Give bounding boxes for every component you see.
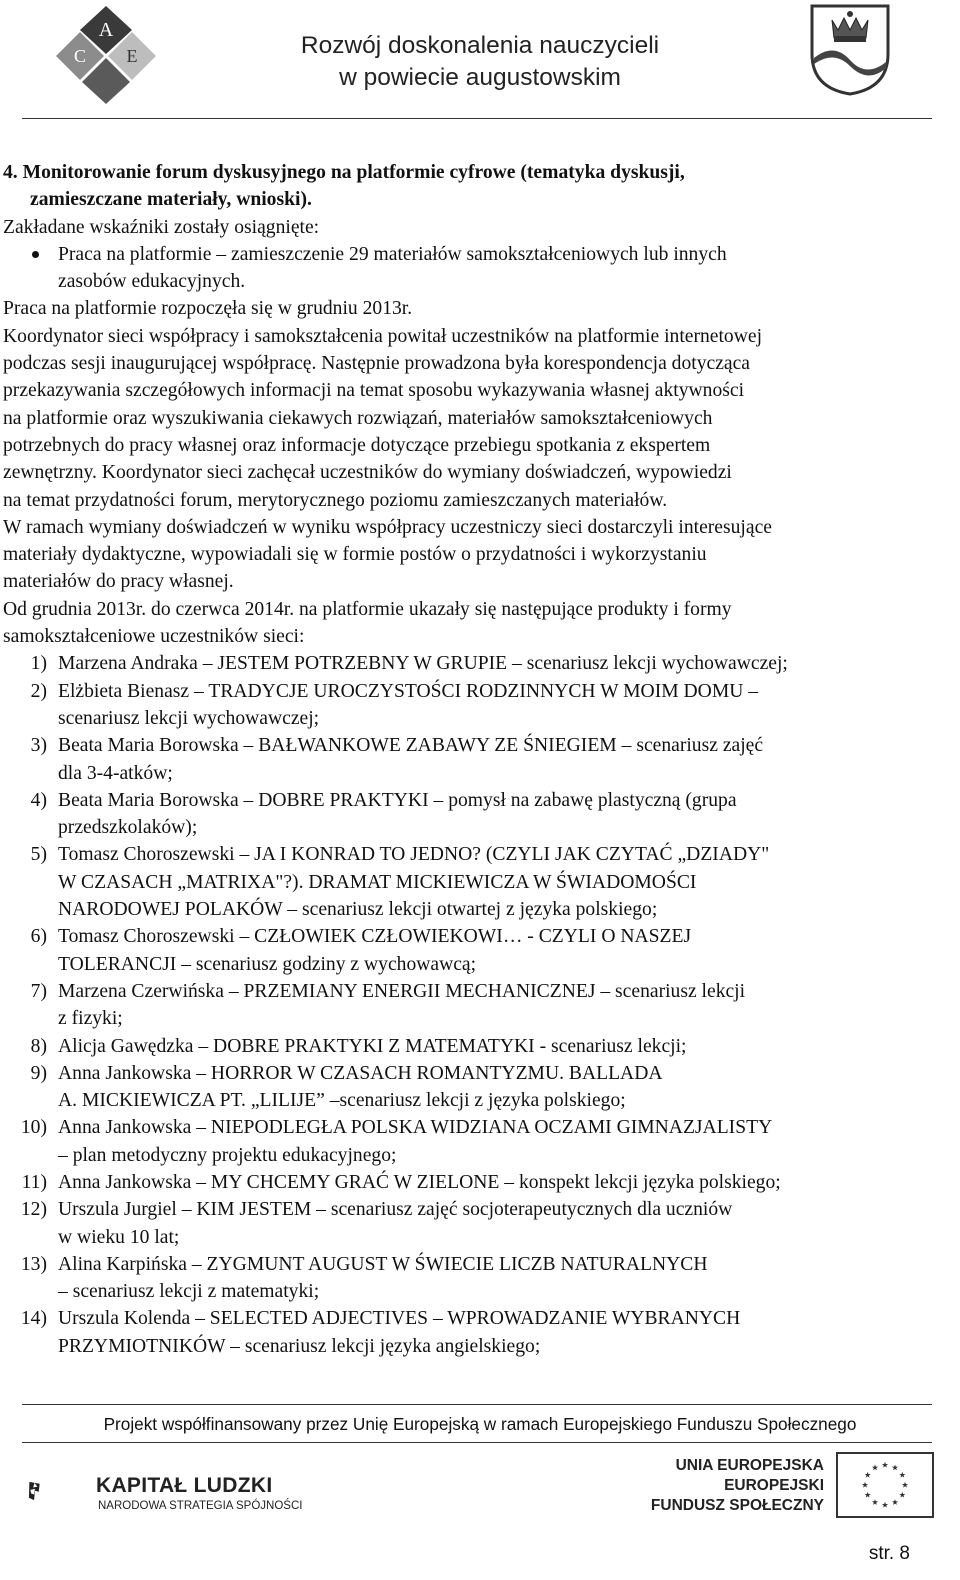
product-number: 1) bbox=[30, 653, 47, 675]
indicator-item bbox=[3, 241, 953, 296]
product-number: 9) bbox=[30, 1062, 47, 1084]
document-body bbox=[3, 159, 953, 1360]
product-text-line: dla 3-4-atków; bbox=[58, 762, 173, 784]
product-text-line: Urszula Jurgiel – KIM JESTEM – scenariusz zajęć socjoterapeutycznych dla uczniów bbox=[58, 1199, 733, 1221]
paragraph-line: materiałów do pracy własnej. bbox=[3, 571, 234, 593]
product-item bbox=[3, 1060, 953, 1115]
product-text-line: Anna Jankowska – HORROR W CZASACH ROMANTYZMU. BALLADA bbox=[58, 1062, 663, 1084]
eu-line2: EUROPEJSKI bbox=[724, 1477, 824, 1494]
product-item bbox=[3, 978, 953, 1033]
logo-letter-a: A bbox=[98, 19, 114, 41]
product-item bbox=[3, 1196, 953, 1251]
product-item bbox=[3, 650, 953, 677]
product-number: 7) bbox=[30, 980, 47, 1002]
footer-divider-top bbox=[22, 1404, 932, 1405]
product-text-line: scenariusz lekcji wychowawczej; bbox=[58, 707, 320, 729]
product-item bbox=[3, 1251, 953, 1306]
product-item bbox=[3, 787, 953, 842]
product-text-line: przedszkolaków); bbox=[58, 817, 198, 839]
indicator-list bbox=[3, 241, 953, 296]
section-heading-line1: 4. Monitorowanie forum dyskusyjnego na platformie cyfrowe (tematyka dyskusji, bbox=[3, 162, 685, 183]
product-number: 3) bbox=[30, 735, 47, 757]
product-text-line: Beata Maria Borowska – BAŁWANKOWE ZABAWY ZE ŚNIEGIEM – scenariusz zajęć bbox=[58, 735, 764, 757]
paragraph-line: Praca na platformie rozpoczęła się w grudniu 2013r. bbox=[3, 298, 413, 320]
eu-fund-label bbox=[630, 1456, 824, 1516]
product-text-line: – plan metodyczny projektu edukacyjnego; bbox=[58, 1144, 397, 1166]
product-text-line: w wieku 10 lat; bbox=[58, 1226, 180, 1248]
paragraph-line: materiały dydaktyczne, wypowiadali się w formie postów o przydatności i wykorzystaniu bbox=[3, 544, 707, 566]
indicators-intro: Zakładane wskaźniki zostały osiągnięte: bbox=[3, 216, 320, 238]
header-title-line1: Rozwój doskonalenia nauczycieli bbox=[300, 32, 660, 59]
product-text-line: Alina Karpińska – ZYGMUNT AUGUST W ŚWIECIE LICZB NATURALNYCH bbox=[58, 1253, 708, 1275]
header-divider bbox=[22, 118, 932, 119]
product-item bbox=[3, 923, 953, 978]
county-crest-icon bbox=[808, 2, 892, 96]
header-title bbox=[220, 30, 740, 94]
eu-line3: FUNDUSZ SPOŁECZNY bbox=[650, 1497, 824, 1514]
product-text-line: Marzena Czerwińska – PRZEMIANY ENERGII MECHANICZNEJ – scenariusz lekcji bbox=[58, 980, 746, 1002]
product-item bbox=[3, 841, 953, 923]
paragraph-line: Koordynator sieci współpracy i samokształcenia powitał uczestników na platformie internetowej bbox=[3, 325, 763, 347]
product-text-line: – scenariusz lekcji z matematyki; bbox=[58, 1281, 320, 1303]
product-text-line: TOLERANCJI – scenariusz godziny z wychowawcą; bbox=[58, 953, 477, 975]
product-text-line: Tomasz Choroszewski – CZŁOWIEK CZŁOWIEKOWI… - CZYLI O NASZEJ bbox=[58, 926, 692, 948]
product-text-line: PRZYMIOTNIKÓW – scenariusz lekcji języka angielskiego; bbox=[58, 1335, 541, 1357]
product-text-line: NARODOWEJ POLAKÓW – scenariusz lekcji otwartej z języka polskiego; bbox=[58, 899, 658, 921]
product-text-line: Beata Maria Borowska – DOBRE PRAKTYKI – pomysł na zabawę plastyczną (grupa bbox=[58, 789, 737, 811]
product-item bbox=[3, 1169, 953, 1196]
product-number: 6) bbox=[30, 926, 47, 948]
paragraph-line: na platformie oraz wyszukiwania ciekawych rozwiązań, materiałów samokształceniowych bbox=[3, 407, 713, 429]
kapital-ludzki-name: KAPITAŁ LUDZKI bbox=[96, 1474, 273, 1497]
indicator-line: Praca na platformie – zamieszczenie 29 materiałów samokształceniowych lub innych bbox=[58, 243, 727, 265]
paragraph-line: na temat przydatności forum, merytorycznego poziomu zamieszczanych materiałów. bbox=[3, 489, 668, 511]
product-item bbox=[3, 1114, 953, 1169]
product-number: 13) bbox=[20, 1253, 47, 1275]
products-list bbox=[3, 650, 953, 1360]
logo-letter-c: C bbox=[73, 46, 87, 66]
logo-letter-e: E bbox=[126, 46, 138, 66]
page-number: str. 8 bbox=[868, 1543, 910, 1564]
paragraph-line: Od grudnia 2013r. do czerwca 2014r. na platformie ukazały się następujące produkty i formy bbox=[3, 598, 732, 620]
product-number: 2) bbox=[30, 680, 47, 702]
ace-logo bbox=[52, 2, 160, 106]
product-text-line: z fizyki; bbox=[58, 1008, 123, 1030]
product-item bbox=[3, 1305, 953, 1360]
paragraph-line: W ramach wymiany doświadczeń w wyniku współpracy uczestniczy sieci dostarczyli interesujące bbox=[3, 516, 772, 538]
product-text-line: A. MICKIEWICZA PT. „LILIJE” –scenariusz lekcji z języka polskiego; bbox=[58, 1090, 626, 1112]
product-number: 4) bbox=[30, 789, 47, 811]
funding-statement: Projekt współfinansowany przez Unię Europejską w ramach Europejskiego Funduszu Społecznego bbox=[103, 1414, 857, 1434]
product-item bbox=[3, 678, 953, 733]
paragraph-line: podczas sesji inaugurującej współpracę. Następnie prowadzona była korespondencja dotycząca bbox=[3, 353, 750, 375]
product-text-line: W CZASACH „MATRIXA"?). DRAMAT MICKIEWICZA W ŚWIADOMOŚCI bbox=[58, 871, 697, 893]
header-title-line2: w powiecie augustowskim bbox=[339, 64, 621, 91]
product-item bbox=[3, 732, 953, 787]
product-number: 14) bbox=[20, 1308, 47, 1330]
paragraph-line: przekazywania szczegółowych informacji na temat sposobu wykazywania własnej aktywności bbox=[3, 380, 745, 402]
product-number: 5) bbox=[30, 844, 47, 866]
product-text-line: Marzena Andraka – JESTEM POTRZEBNY W GRUPIE – scenariusz lekcji wychowawczej; bbox=[58, 653, 788, 675]
indicator-line: zasobów edukacyjnych. bbox=[58, 271, 246, 293]
product-number: 10) bbox=[20, 1117, 47, 1139]
product-number: 8) bbox=[30, 1035, 47, 1057]
eu-line1: UNIA EUROPEJSKA bbox=[675, 1457, 824, 1474]
kapital-ludzki-logo bbox=[28, 1446, 98, 1536]
eu-flag-icon bbox=[836, 1452, 934, 1518]
product-item bbox=[3, 1033, 953, 1060]
kapital-ludzki-subtitle: NARODOWA STRATEGIA SPÓJNOŚCI bbox=[98, 1500, 303, 1512]
product-number: 11) bbox=[21, 1171, 47, 1193]
section-heading-line2: zamieszczane materiały, wnioski). bbox=[30, 189, 312, 211]
footer-divider-bottom bbox=[22, 1442, 932, 1443]
page-header bbox=[0, 0, 960, 118]
paragraph-line: zewnętrzny. Koordynator sieci zachęcał uczestników do wymiany doświadczeń, wypowiedzi bbox=[3, 462, 732, 484]
product-text-line: Alicja Gawędzka – DOBRE PRAKTYKI Z MATEMATYKI - scenariusz lekcji; bbox=[58, 1035, 687, 1057]
product-text-line: Tomasz Choroszewski – JA I KONRAD TO JEDNO? (CZYLI JAK CZYTAĆ „DZIADY" bbox=[58, 844, 770, 866]
product-text-line: Anna Jankowska – NIEPODLEGŁA POLSKA WIDZIANA OCZAMI GIMNAZJALISTY bbox=[58, 1117, 773, 1139]
product-text-line: Elżbieta Bienasz – TRADYCJE UROCZYSTOŚCI RODZINNYCH W MOIM DOMU – bbox=[58, 680, 759, 702]
paragraph-line: potrzebnych do pracy własnej oraz informacje dotyczące przebiegu spotkania z ekspertem bbox=[3, 434, 711, 456]
paragraph-line: samokształceniowe uczestników sieci: bbox=[3, 626, 305, 648]
product-text-line: Urszula Kolenda – SELECTED ADJECTIVES – WPROWADZANIE WYBRANYCH bbox=[58, 1308, 741, 1330]
product-number: 12) bbox=[20, 1199, 47, 1221]
product-text-line: Anna Jankowska – MY CHCEMY GRAĆ W ZIELONE – konspekt lekcji języka polskiego; bbox=[58, 1171, 781, 1193]
